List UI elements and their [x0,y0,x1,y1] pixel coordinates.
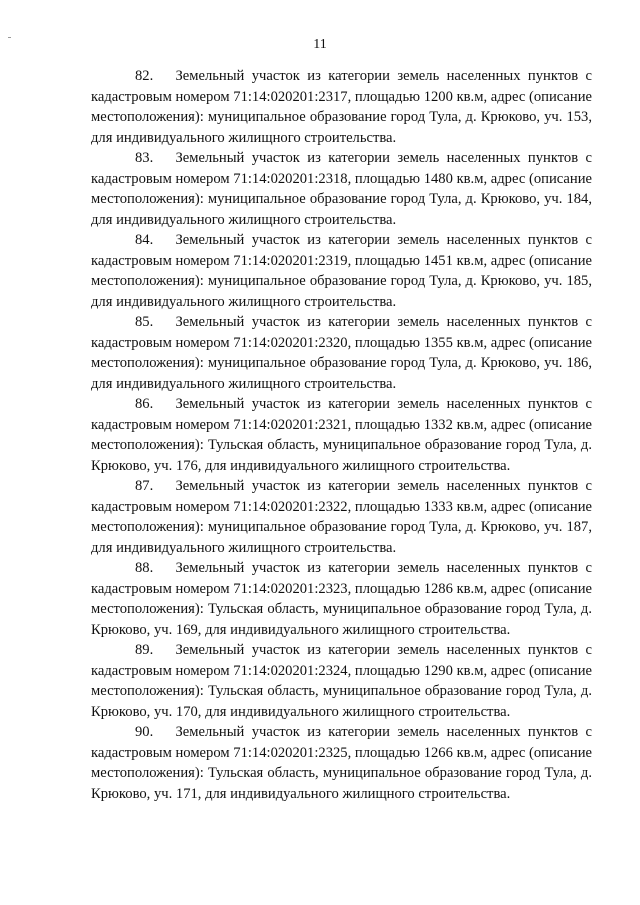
land-plot-list [91,66,592,804]
list-item-84: 84. Земельный участок из категории земель населенных пунктов с кадастровым номером 71:14:020201:2319, площадью 1451 кв.м, адрес (описание местоположения): муниципальное образование город Тула, д. Крюково, уч. 185, для индивидуального жилищного строительства. [91,232,592,310]
list-item-82: 82. Земельный участок из категории земель населенных пунктов с кадастровым номером 71:14:020201:2317, площадью 1200 кв.м, адрес (описание местоположения): муниципальное образование город Тула, д. Крюково, уч. 153, для индивидуального жилищного строительства. [91,68,592,146]
list-item-89: 89. Земельный участок из категории земель населенных пунктов с кадастровым номером 71:14:020201:2324, площадью 1290 кв.м, адрес (описание местоположения): Тульская область, муниципальное образование город Тула, д. Крюково, уч. 170, для индивидуального жилищного строительства. [91,642,592,720]
list-item-83: 83. Земельный участок из категории земель населенных пунктов с кадастровым номером 71:14:020201:2318, площадью 1480 кв.м, адрес (описание местоположения): муниципальное образование город Тула, д. Крюково, уч. 184, для индивидуального жилищного строительства. [91,150,592,228]
list-item-88: 88. Земельный участок из категории земель населенных пунктов с кадастровым номером 71:14:020201:2323, площадью 1286 кв.м, адрес (описание местоположения): Тульская область, муниципальное образование город Тула, д. Крюково, уч. 169, для индивидуального жилищного строительства. [91,560,592,638]
page-number: 11 [313,37,327,52]
list-item-90: 90. Земельный участок из категории земель населенных пунктов с кадастровым номером 71:14:020201:2325, площадью 1266 кв.м, адрес (описание местоположения): Тульская область, муниципальное образование город Тула, д. Крюково, уч. 171, для индивидуального жилищного строительства. [91,724,592,802]
list-item-86: 86. Земельный участок из категории земель населенных пунктов с кадастровым номером 71:14:020201:2321, площадью 1332 кв.м, адрес (описание местоположения): Тульская область, муниципальное образование город Тула, д. Крюково, уч. 176, для индивидуального жилищного строительства. [91,396,592,474]
list-item-85: 85. Земельный участок из категории земель населенных пунктов с кадастровым номером 71:14:020201:2320, площадью 1355 кв.м, адрес (описание местоположения): муниципальное образование город Тула, д. Крюково, уч. 186, для индивидуального жилищного строительства. [91,314,592,392]
list-item-87: 87. Земельный участок из категории земель населенных пунктов с кадастровым номером 71:14:020201:2322, площадью 1333 кв.м, адрес (описание местоположения): муниципальное образование город Тула, д. Крюково, уч. 187, для индивидуального жилищного строительства. [91,478,592,556]
